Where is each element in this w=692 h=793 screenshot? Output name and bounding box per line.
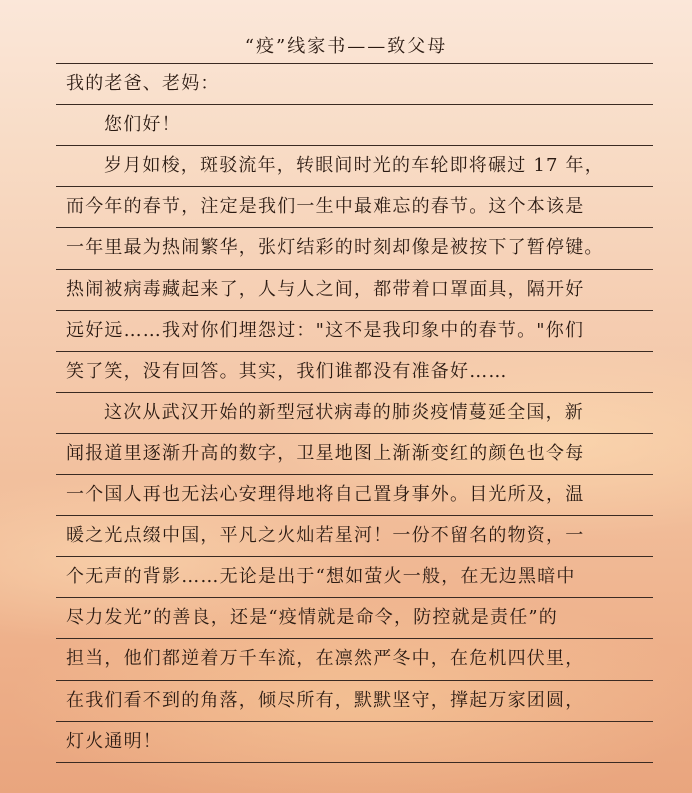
letter-line: 您们好！ <box>104 114 181 136</box>
ruled-line <box>56 186 653 187</box>
ruled-line <box>56 310 653 311</box>
letter-line: 一个国人再也无法心安理得地将自己置身事外。目光所及，温 <box>66 484 585 505</box>
ruled-line <box>56 762 653 763</box>
ruled-line <box>56 597 653 598</box>
ruled-line <box>56 721 653 722</box>
ruled-line <box>56 104 653 105</box>
ruled-line <box>56 145 653 146</box>
ruled-line <box>56 638 653 639</box>
ruled-line <box>56 63 653 64</box>
letter-line: 远好远……我对你们埋怨过："这不是我印象中的春节。"你们 <box>66 319 585 341</box>
ruled-line <box>56 392 653 393</box>
ruled-line <box>56 227 653 228</box>
letter-line: 闻报道里逐渐升高的数字，卫星地图上渐渐变红的颜色也令每 <box>66 442 585 464</box>
letter-line: 我的老爸、老妈： <box>66 73 220 94</box>
letter-line: 岁月如梭，斑驳流年，转眼间时光的车轮即将碾过 17 年， <box>104 155 604 177</box>
letter-line: 这次从武汉开始的新型冠状病毒的肺炎疫情蔓延全国，新 <box>104 401 584 423</box>
letter-line: 在我们看不到的角落，倾尽所有，默默坚守，撑起万家团圆， <box>66 689 585 711</box>
ruled-line <box>56 515 653 516</box>
letter-line: 尽力发光”的善良，还是“疫情就是命令，防控就是责任”的 <box>66 607 559 629</box>
ruled-line <box>56 351 653 352</box>
letter-line: 热闹被病毒藏起来了，人与人之间，都带着口罩面具，隔开好 <box>66 278 585 300</box>
letter-line: 而今年的春节，注定是我们一生中最难忘的春节。这个本该是 <box>66 196 585 218</box>
letter-line: 暖之光点缀中国，平凡之火灿若星河！一份不留名的物资，一 <box>66 525 585 547</box>
ruled-line <box>56 433 653 434</box>
letter-line: 担当，他们都逆着万千车流，在凛然严冬中，在危机四伏里， <box>66 648 585 670</box>
letter-line: 一年里最为热闹繁华，张灯结彩的时刻却像是被按下了暂停键。 <box>66 237 604 259</box>
letter-line: 个无声的背影……无论是出于“想如萤火一般，在无边黑暗中 <box>66 566 576 588</box>
ruled-line <box>56 556 653 557</box>
letter-line: 灯火通明！ <box>66 730 162 752</box>
letter-line: 笑了笑，没有回答。其实，我们谁都没有准备好…… <box>66 360 508 382</box>
ruled-line <box>56 680 653 681</box>
ruled-line <box>56 474 653 475</box>
ruled-line <box>56 269 653 270</box>
letter-title: “疫”线家书——致父母 <box>244 36 448 57</box>
